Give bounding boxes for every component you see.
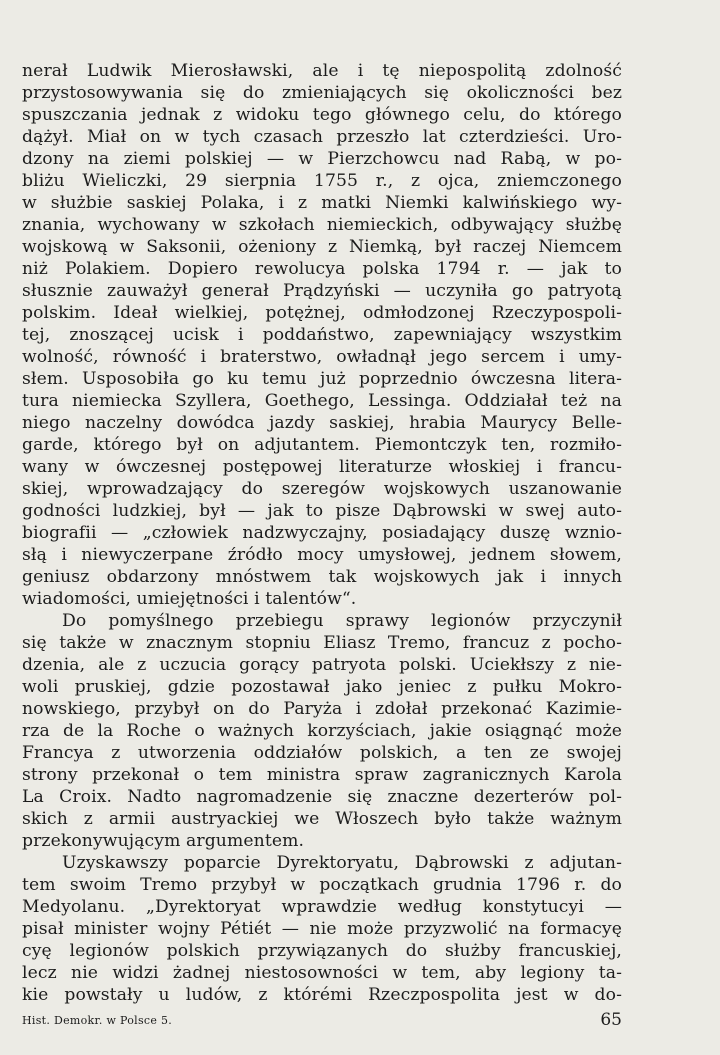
text-line: lecz nie widzi żadnej niestosowności w tem, aby legiony ta-: [22, 963, 622, 983]
text-line: przekonywującym argumentem.: [22, 831, 305, 851]
signature-mark: Hist. Demokr. w Polsce 5.: [22, 1014, 173, 1027]
text-line: wojskową w Saksonii, ożeniony z Niemką, był raczej Niemcem: [22, 237, 622, 257]
text-line: Francya z utworzenia oddziałów polskich, a ten ze swojej: [22, 743, 622, 763]
text-line: wiadomości, umiejętności i talentów“.: [22, 589, 357, 609]
body-text: [22, 60, 622, 1006]
text-line: biografii — „człowiek nadzwyczajny, posiadający duszę wznio-: [22, 523, 622, 543]
text-line: woli pruskiej, gdzie pozostawał jako jeniec z pułku Mokro-: [22, 677, 622, 697]
text-line: rza de la Roche o ważnych korzyściach, jakie osiągnąć może: [22, 721, 622, 741]
text-line: skich z armii austryackiej we Włoszech było także ważnym: [22, 809, 622, 829]
page-number: 65: [600, 1010, 622, 1030]
text-line: słusznie zauważył generał Prądzyński — uczyniła go patryotą: [22, 281, 622, 301]
text-line: niż Polakiem. Dopiero rewolucya polska 1794 r. — jak to: [22, 259, 622, 279]
text-line: Uzyskawszy poparcie Dyrektoryatu, Dąbrowski z adjutan-: [62, 853, 622, 873]
text-line: wolność, równość i braterstwo, owładnął jego sercem i umy-: [22, 347, 622, 367]
text-line: nerał Ludwik Mierosławski, ale i tę niepospolitą zdolność: [22, 61, 622, 81]
text-line: dzenia, ale z uczucia gorący patryota polski. Uciekłszy z nie-: [22, 655, 622, 675]
text-line: pisał minister wojny Pétiét — nie może przyzwolić na formacyę: [22, 919, 622, 939]
text-line: godności ludzkiej, był — jak to pisze Dąbrowski w swej auto-: [22, 501, 622, 521]
text-line: w służbie saskiej Polaka, i z matki Niemki kalwińskiego wy-: [22, 193, 622, 213]
text-line: przystosowywania się do zmieniających się okoliczności bez: [22, 83, 622, 103]
text-line: garde, którego był on adjutantem. Piemontczyk ten, rozmiło-: [22, 435, 622, 455]
text-line: znania, wychowany w szkołach niemieckich, odbywający służbę: [22, 215, 622, 235]
text-line: La Croix. Nadto nagromadzenie się znaczne dezerterów pol-: [22, 787, 622, 807]
text-line: tura niemiecka Szyllera, Goethego, Lessinga. Oddziałał też na: [22, 391, 622, 411]
text-line: geniusz obdarzony mnóstwem tak wojskowych jak i innych: [22, 567, 622, 587]
text-line: się także w znacznym stopniu Eliasz Tremo, francuz z pocho-: [22, 633, 622, 653]
text-line: dążył. Miał on w tych czasach przeszło lat czterdzieści. Uro-: [22, 127, 622, 147]
text-line: Do pomyślnego przebiegu sprawy legionów przyczynił: [62, 611, 622, 631]
text-line: polskim. Ideał wielkiej, potężnej, odmłodzonej Rzeczypospoli-: [22, 303, 622, 323]
page-footer: [22, 1012, 622, 1032]
text-line: strony przekonał o tem ministra spraw zagranicznych Karola: [22, 765, 622, 785]
text-line: bliżu Wieliczki, 29 sierpnia 1755 r., z ojca, zniemczonego: [22, 171, 622, 191]
text-line: słem. Usposobiła go ku temu już poprzednio ówczesna litera-: [22, 369, 622, 389]
text-line: skiej, wprowadzający do szeregów wojskowych uszanowanie: [22, 479, 622, 499]
text-line: spuszczania jednak z widoku tego głównego celu, do którego: [22, 105, 622, 125]
text-line: tej, znoszącej ucisk i poddaństwo, zapewniający wszystkim: [22, 325, 622, 345]
text-line: cyę legionów polskich przywiązanych do służby francuskiej,: [22, 941, 622, 961]
text-line: wany w ówczesnej postępowej literaturze włoskiej i francu-: [22, 457, 622, 477]
text-line: słą i niewyczerpane źródło mocy umysłowej, jednem słowem,: [22, 545, 622, 565]
text-line: Medyolanu. „Dyrektoryat wprawdzie według konstytucyi —: [22, 897, 622, 917]
text-line: kie powstały u ludów, z którémi Rzeczpospolita jest w do-: [22, 985, 622, 1005]
text-line: niego naczelny dowódca jazdy saskiej, hrabia Maurycy Belle-: [22, 413, 622, 433]
text-line: nowskiego, przybył on do Paryża i zdołał przekonać Kazimie-: [22, 699, 622, 719]
text-line: tem swoim Tremo przybył w początkach grudnia 1796 r. do: [22, 875, 622, 895]
text-line: dzony na ziemi polskiej — w Pierzchowcu nad Rabą, w po-: [22, 149, 622, 169]
